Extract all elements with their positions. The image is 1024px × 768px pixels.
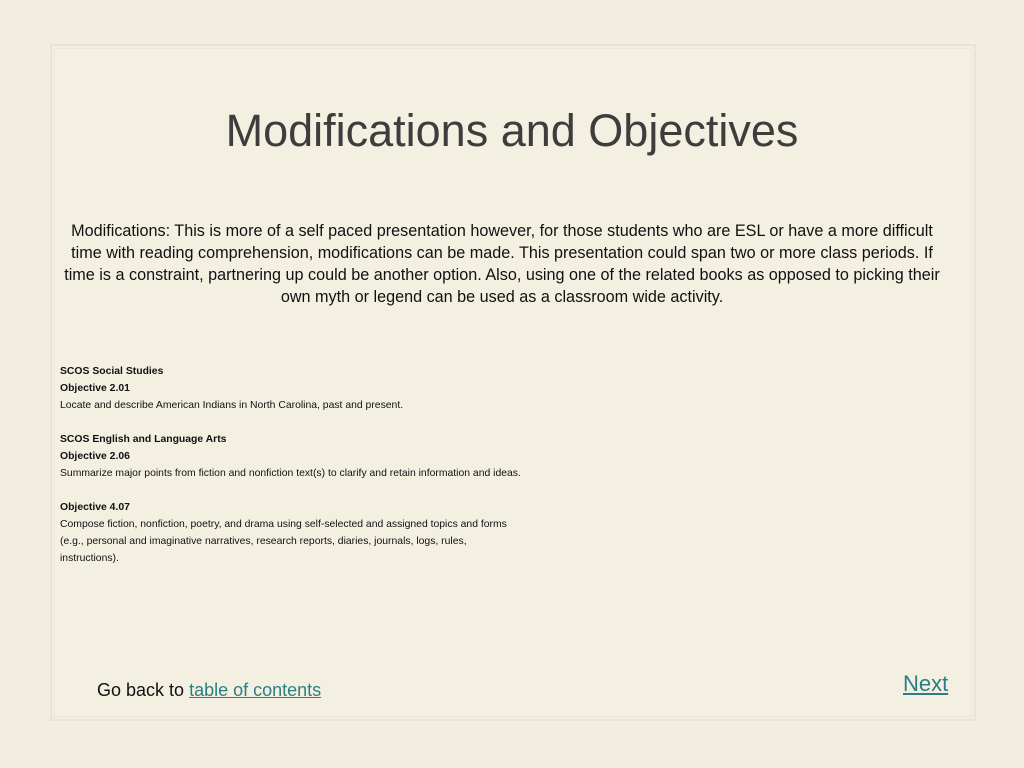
table-of-contents-link[interactable]: table of contents [189,680,322,700]
back-prefix: Go back to [97,680,190,700]
spacer [60,482,680,499]
objectives-block [60,363,680,567]
objective-4-07-label: Objective 4.07 [60,502,130,513]
english-heading: SCOS English and Language Arts [60,434,227,445]
spacer [60,414,680,431]
next-link[interactable]: Next [903,671,949,696]
modifications-paragraph: Modifications: This is more of a self paced presentation however, for those students who are ESL or have a more difficult time with reading comprehension, modifications can be made. This presentation could span two or more class periods. If time is a constraint, partnering up could be another option. Also, using one of the related books as opposed to picking their own myth or legend can be used as a classroom wide activity. [64,222,940,306]
slide-title: Modifications and Objectives [225,105,799,156]
objective-2-06-text: Summarize major points from fiction and nonfiction text(s) to clarify and retain information and ideas. [60,468,521,479]
objective-4-07-text-line-1: Compose fiction, nonfiction, poetry, and drama using self-selected and assigned topics and forms [60,519,507,530]
back-navigation [97,680,321,701]
social-studies-heading: SCOS Social Studies [60,366,164,377]
objective-2-01-text: Locate and describe American Indians in North Carolina, past and present. [60,400,404,411]
objective-2-01-label: Objective 2.01 [60,383,130,394]
objective-2-06-label: Objective 2.06 [60,451,130,462]
objective-4-07-text-line-2: (e.g., personal and imaginative narratives, research reports, diaries, journals, logs, rules, [60,536,467,547]
objective-4-07-text-line-3: instructions). [60,553,119,564]
